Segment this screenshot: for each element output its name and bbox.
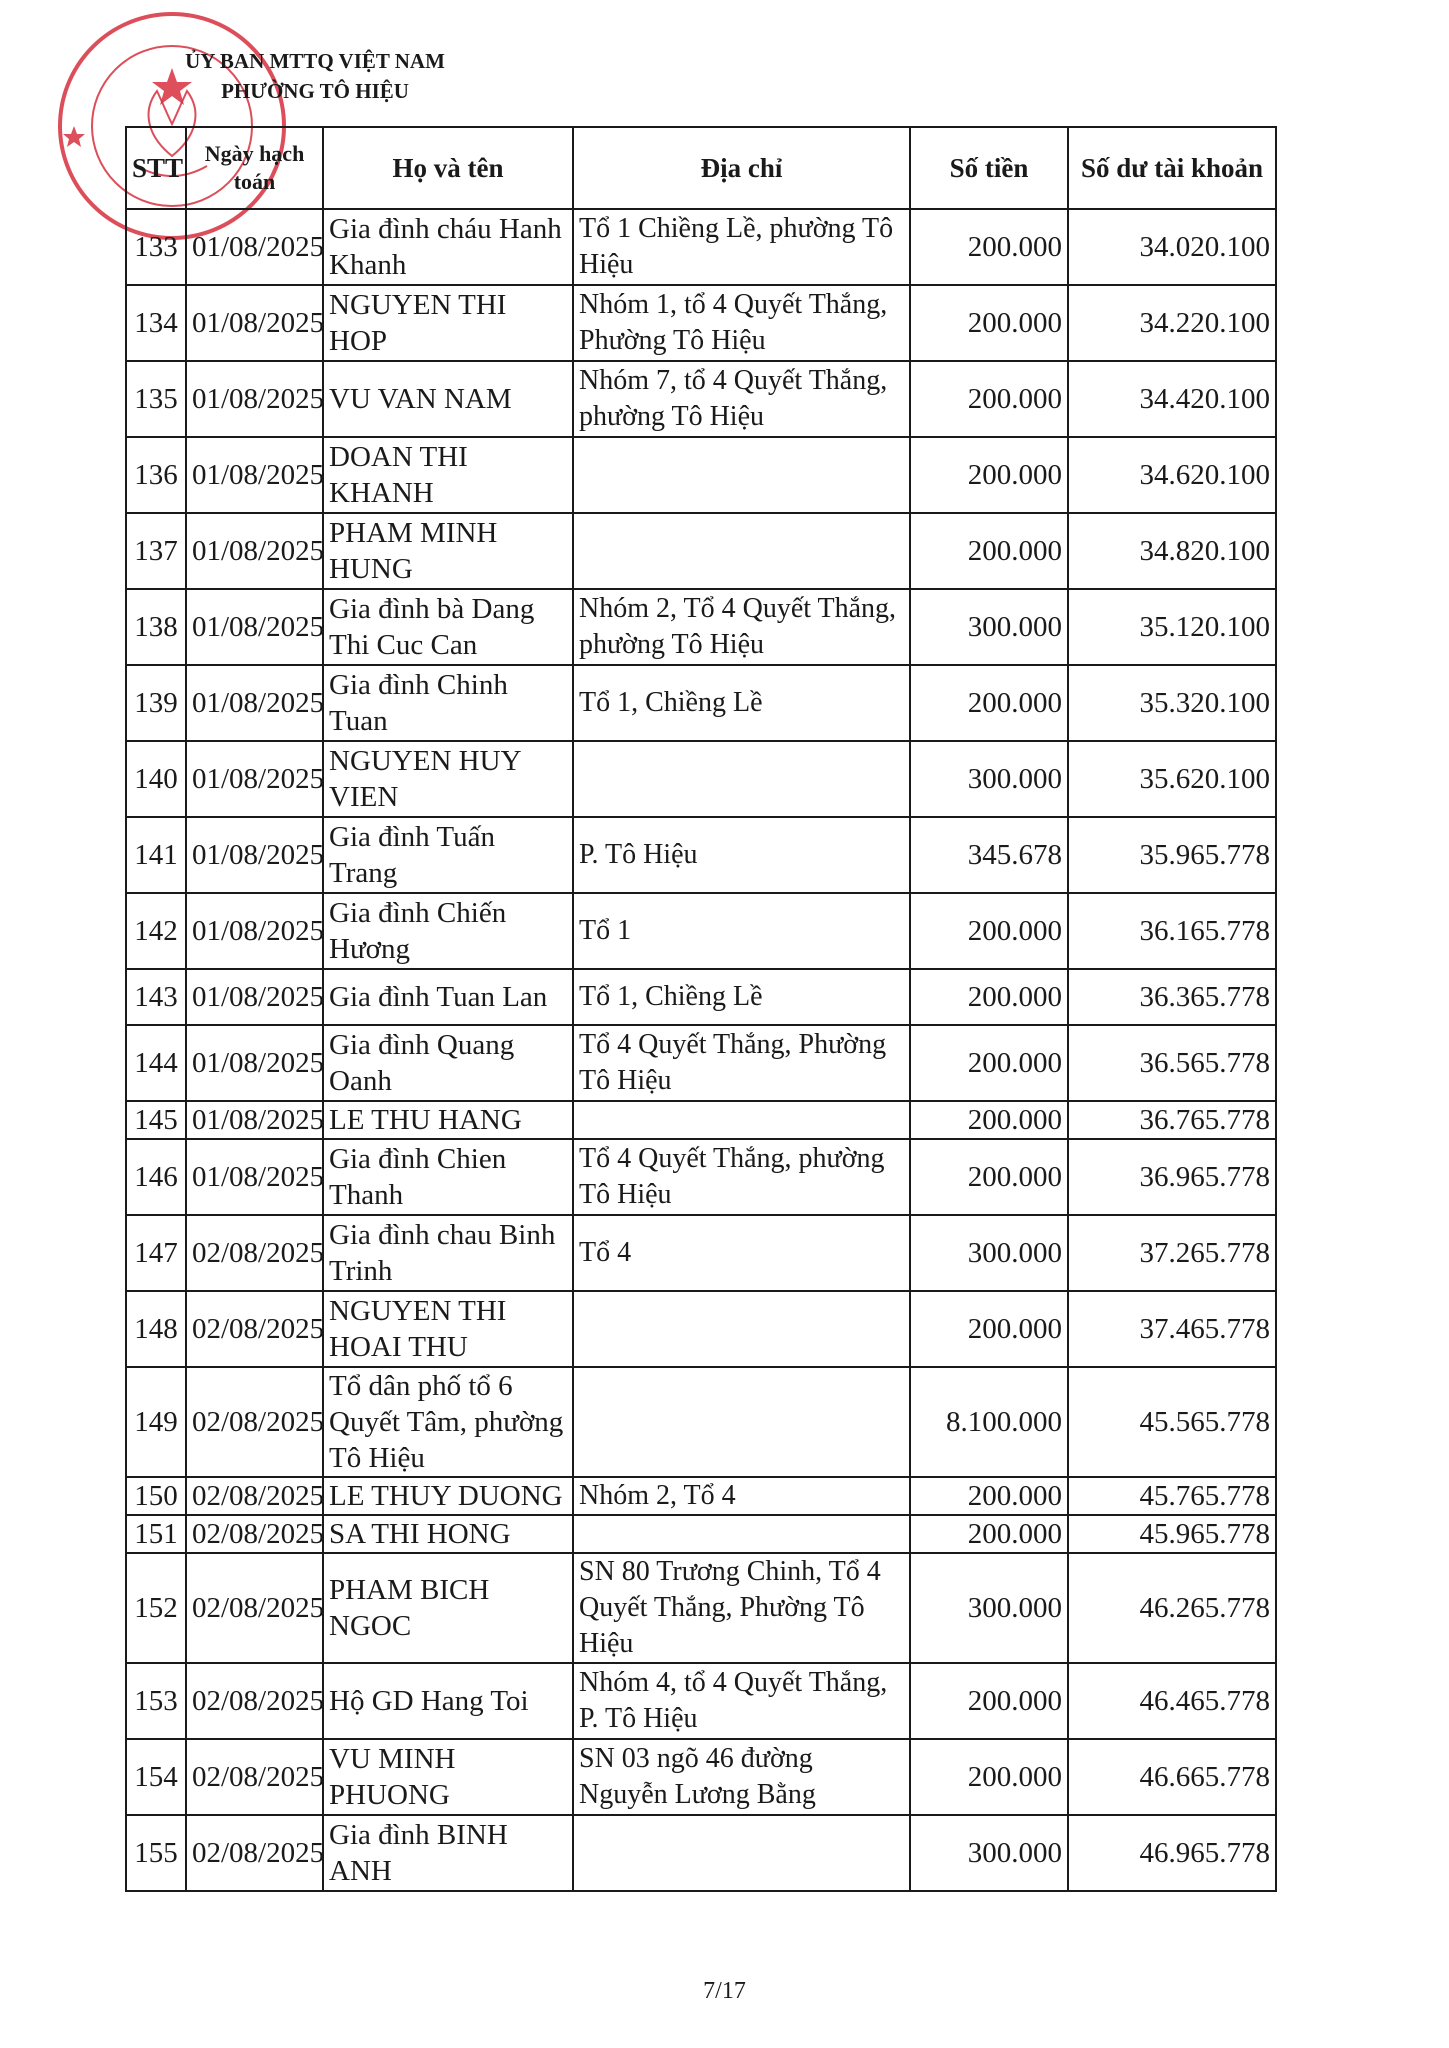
cell-stt: 134 — [126, 285, 186, 361]
cell-address: SN 03 ngõ 46 đường Nguyễn Lương Bằng — [573, 1739, 910, 1815]
cell-date: 01/08/2025 — [186, 361, 323, 437]
cell-balance: 34.820.100 — [1068, 513, 1276, 589]
cell-address: Nhóm 7, tổ 4 Quyết Thắng, phường Tô Hiệu — [573, 361, 910, 437]
cell-date: 01/08/2025 — [186, 1139, 323, 1215]
cell-address — [573, 513, 910, 589]
cell-balance: 36.565.778 — [1068, 1025, 1276, 1101]
cell-amount: 200.000 — [910, 665, 1068, 741]
table-row — [126, 1515, 1276, 1553]
cell-date: 01/08/2025 — [186, 817, 323, 893]
cell-address — [573, 741, 910, 817]
cell-address — [573, 1291, 910, 1367]
cell-amount: 200.000 — [910, 1101, 1068, 1139]
cell-balance: 46.965.778 — [1068, 1815, 1276, 1891]
cell-stt: 146 — [126, 1139, 186, 1215]
cell-date: 01/08/2025 — [186, 285, 323, 361]
cell-name: LE THU HANG — [323, 1101, 573, 1139]
cell-address: Tổ 1, Chiềng Lề — [573, 665, 910, 741]
cell-balance: 37.465.778 — [1068, 1291, 1276, 1367]
table-row — [126, 209, 1276, 285]
cell-amount: 200.000 — [910, 1515, 1068, 1553]
table-row — [126, 1139, 1276, 1215]
cell-stt: 144 — [126, 1025, 186, 1101]
cell-name: Gia đình BINH ANH — [323, 1815, 573, 1891]
cell-stt: 155 — [126, 1815, 186, 1891]
cell-stt: 138 — [126, 589, 186, 665]
cell-name: Gia đình Tuấn Trang — [323, 817, 573, 893]
cell-balance: 34.420.100 — [1068, 361, 1276, 437]
cell-date: 02/08/2025 — [186, 1663, 323, 1739]
cell-stt: 135 — [126, 361, 186, 437]
cell-name: PHAM MINH HUNG — [323, 513, 573, 589]
cell-balance: 35.620.100 — [1068, 741, 1276, 817]
cell-name: VU VAN NAM — [323, 361, 573, 437]
cell-date: 01/08/2025 — [186, 437, 323, 513]
cell-name: NGUYEN HUY VIEN — [323, 741, 573, 817]
cell-date: 01/08/2025 — [186, 589, 323, 665]
cell-stt: 152 — [126, 1553, 186, 1663]
cell-address: Tổ 1 — [573, 893, 910, 969]
cell-date: 01/08/2025 — [186, 665, 323, 741]
cell-date: 01/08/2025 — [186, 893, 323, 969]
cell-balance: 35.320.100 — [1068, 665, 1276, 741]
cell-address: SN 80 Trương Chinh, Tổ 4 Quyết Thắng, Phường Tô Hiệu — [573, 1553, 910, 1663]
table-row — [126, 589, 1276, 665]
table-row — [126, 1739, 1276, 1815]
org-name: ỦY BAN MTTQ VIỆT NAM — [185, 49, 445, 73]
table-row — [126, 969, 1276, 1025]
cell-stt: 150 — [126, 1477, 186, 1515]
cell-address: Nhóm 4, tổ 4 Quyết Thắng, P. Tô Hiệu — [573, 1663, 910, 1739]
cell-name: Gia đình Quang Oanh — [323, 1025, 573, 1101]
cell-balance: 35.120.100 — [1068, 589, 1276, 665]
table-row — [126, 1815, 1276, 1891]
cell-balance: 36.765.778 — [1068, 1101, 1276, 1139]
cell-stt: 139 — [126, 665, 186, 741]
cell-name: Gia đình Chien Thanh — [323, 1139, 573, 1215]
cell-stt: 140 — [126, 741, 186, 817]
cell-name: LE THUY DUONG — [323, 1477, 573, 1515]
cell-stt: 151 — [126, 1515, 186, 1553]
cell-address: Tổ 4 — [573, 1215, 910, 1291]
cell-amount: 200.000 — [910, 969, 1068, 1025]
cell-amount: 200.000 — [910, 1663, 1068, 1739]
cell-address: Nhóm 2, Tổ 4 — [573, 1477, 910, 1515]
cell-amount: 200.000 — [910, 1139, 1068, 1215]
cell-amount: 200.000 — [910, 1025, 1068, 1101]
cell-balance: 34.620.100 — [1068, 437, 1276, 513]
cell-date: 02/08/2025 — [186, 1477, 323, 1515]
cell-date: 01/08/2025 — [186, 1025, 323, 1101]
cell-amount: 200.000 — [910, 893, 1068, 969]
donation-table — [125, 126, 1277, 1892]
cell-address: Tổ 1 Chiềng Lề, phường Tô Hiệu — [573, 209, 910, 285]
cell-name: Gia đình cháu Hanh Khanh — [323, 209, 573, 285]
cell-name: Hộ GD Hang Toi — [323, 1663, 573, 1739]
table-row — [126, 1101, 1276, 1139]
document-header — [150, 46, 480, 106]
cell-name: DOAN THI KHANH — [323, 437, 573, 513]
header-name: Họ và tên — [323, 127, 573, 209]
table-row — [126, 817, 1276, 893]
cell-date: 01/08/2025 — [186, 741, 323, 817]
cell-amount: 300.000 — [910, 589, 1068, 665]
table-row — [126, 1477, 1276, 1515]
table-row — [126, 437, 1276, 513]
cell-balance: 36.365.778 — [1068, 969, 1276, 1025]
cell-address: P. Tô Hiệu — [573, 817, 910, 893]
cell-date: 01/08/2025 — [186, 1101, 323, 1139]
cell-address — [573, 1367, 910, 1477]
cell-amount: 200.000 — [910, 1477, 1068, 1515]
cell-amount: 200.000 — [910, 285, 1068, 361]
cell-amount: 200.000 — [910, 513, 1068, 589]
cell-address — [573, 437, 910, 513]
cell-balance: 45.565.778 — [1068, 1367, 1276, 1477]
cell-balance: 34.220.100 — [1068, 285, 1276, 361]
cell-name: Gia đình chau Binh Trinh — [323, 1215, 573, 1291]
cell-stt: 136 — [126, 437, 186, 513]
cell-address — [573, 1101, 910, 1139]
table-row — [126, 361, 1276, 437]
cell-date: 01/08/2025 — [186, 513, 323, 589]
cell-name: PHAM BICH NGOC — [323, 1553, 573, 1663]
cell-amount: 200.000 — [910, 209, 1068, 285]
cell-date: 02/08/2025 — [186, 1515, 323, 1553]
cell-amount: 300.000 — [910, 1215, 1068, 1291]
cell-balance: 35.965.778 — [1068, 817, 1276, 893]
table-header-row — [126, 127, 1276, 209]
table-row — [126, 1367, 1276, 1477]
cell-amount: 200.000 — [910, 437, 1068, 513]
cell-amount: 200.000 — [910, 1291, 1068, 1367]
table-row — [126, 1291, 1276, 1367]
cell-stt: 141 — [126, 817, 186, 893]
cell-stt: 145 — [126, 1101, 186, 1139]
cell-amount: 8.100.000 — [910, 1367, 1068, 1477]
cell-date: 02/08/2025 — [186, 1367, 323, 1477]
table-row — [126, 741, 1276, 817]
cell-name: Gia đình Chinh Tuan — [323, 665, 573, 741]
header-amount: Số tiền — [910, 127, 1068, 209]
table-row — [126, 1663, 1276, 1739]
cell-amount: 200.000 — [910, 361, 1068, 437]
cell-address: Tổ 4 Quyết Thắng, Phường Tô Hiệu — [573, 1025, 910, 1101]
cell-address: Tổ 4 Quyết Thắng, phường Tô Hiệu — [573, 1139, 910, 1215]
cell-balance: 34.020.100 — [1068, 209, 1276, 285]
cell-name: SA THI HONG — [323, 1515, 573, 1553]
cell-date: 02/08/2025 — [186, 1553, 323, 1663]
table-row — [126, 1025, 1276, 1101]
cell-address: Nhóm 2, Tổ 4 Quyết Thắng, phường Tô Hiệu — [573, 589, 910, 665]
cell-date: 02/08/2025 — [186, 1215, 323, 1291]
table-row — [126, 1215, 1276, 1291]
cell-balance: 37.265.778 — [1068, 1215, 1276, 1291]
cell-name: NGUYEN THI HOP — [323, 285, 573, 361]
cell-amount: 200.000 — [910, 1739, 1068, 1815]
cell-balance: 36.165.778 — [1068, 893, 1276, 969]
table-row — [126, 285, 1276, 361]
cell-stt: 149 — [126, 1367, 186, 1477]
cell-balance: 36.965.778 — [1068, 1139, 1276, 1215]
cell-date: 01/08/2025 — [186, 969, 323, 1025]
cell-date: 01/08/2025 — [186, 209, 323, 285]
cell-name: VU MINH PHUONG — [323, 1739, 573, 1815]
cell-stt: 137 — [126, 513, 186, 589]
cell-stt: 148 — [126, 1291, 186, 1367]
cell-balance: 45.765.778 — [1068, 1477, 1276, 1515]
table-row — [126, 513, 1276, 589]
table-body — [126, 209, 1276, 1891]
header-date: Ngày hạch toán — [186, 127, 323, 209]
table-row — [126, 1553, 1276, 1663]
cell-stt: 147 — [126, 1215, 186, 1291]
cell-balance: 46.465.778 — [1068, 1663, 1276, 1739]
cell-stt: 133 — [126, 209, 186, 285]
cell-address — [573, 1815, 910, 1891]
cell-date: 02/08/2025 — [186, 1739, 323, 1815]
cell-balance: 45.965.778 — [1068, 1515, 1276, 1553]
table-row — [126, 893, 1276, 969]
header-address: Địa chỉ — [573, 127, 910, 209]
cell-name: Gia đình bà Dang Thi Cuc Can — [323, 589, 573, 665]
cell-stt: 142 — [126, 893, 186, 969]
cell-amount: 300.000 — [910, 741, 1068, 817]
cell-date: 02/08/2025 — [186, 1815, 323, 1891]
cell-name: Gia đình Chiến Hương — [323, 893, 573, 969]
cell-stt: 153 — [126, 1663, 186, 1739]
cell-amount: 300.000 — [910, 1815, 1068, 1891]
cell-name: Tổ dân phố tổ 6 Quyết Tâm, phường Tô Hiệu — [323, 1367, 573, 1477]
cell-amount: 300.000 — [910, 1553, 1068, 1663]
cell-name: NGUYEN THI HOAI THU — [323, 1291, 573, 1367]
cell-stt: 143 — [126, 969, 186, 1025]
cell-address — [573, 1515, 910, 1553]
table-row — [126, 665, 1276, 741]
header-stt: STT — [126, 127, 186, 209]
cell-address: Nhóm 1, tổ 4 Quyết Thắng, Phường Tô Hiệu — [573, 285, 910, 361]
cell-name: Gia đình Tuan Lan — [323, 969, 573, 1025]
cell-balance: 46.265.778 — [1068, 1553, 1276, 1663]
cell-stt: 154 — [126, 1739, 186, 1815]
cell-address: Tổ 1, Chiềng Lề — [573, 969, 910, 1025]
cell-amount: 345.678 — [910, 817, 1068, 893]
cell-date: 02/08/2025 — [186, 1291, 323, 1367]
page-number: 7/17 — [703, 1978, 746, 2004]
ward-name: PHƯỜNG TÔ HIỆU — [221, 79, 409, 103]
header-balance: Số dư tài khoản — [1068, 127, 1276, 209]
cell-balance: 46.665.778 — [1068, 1739, 1276, 1815]
